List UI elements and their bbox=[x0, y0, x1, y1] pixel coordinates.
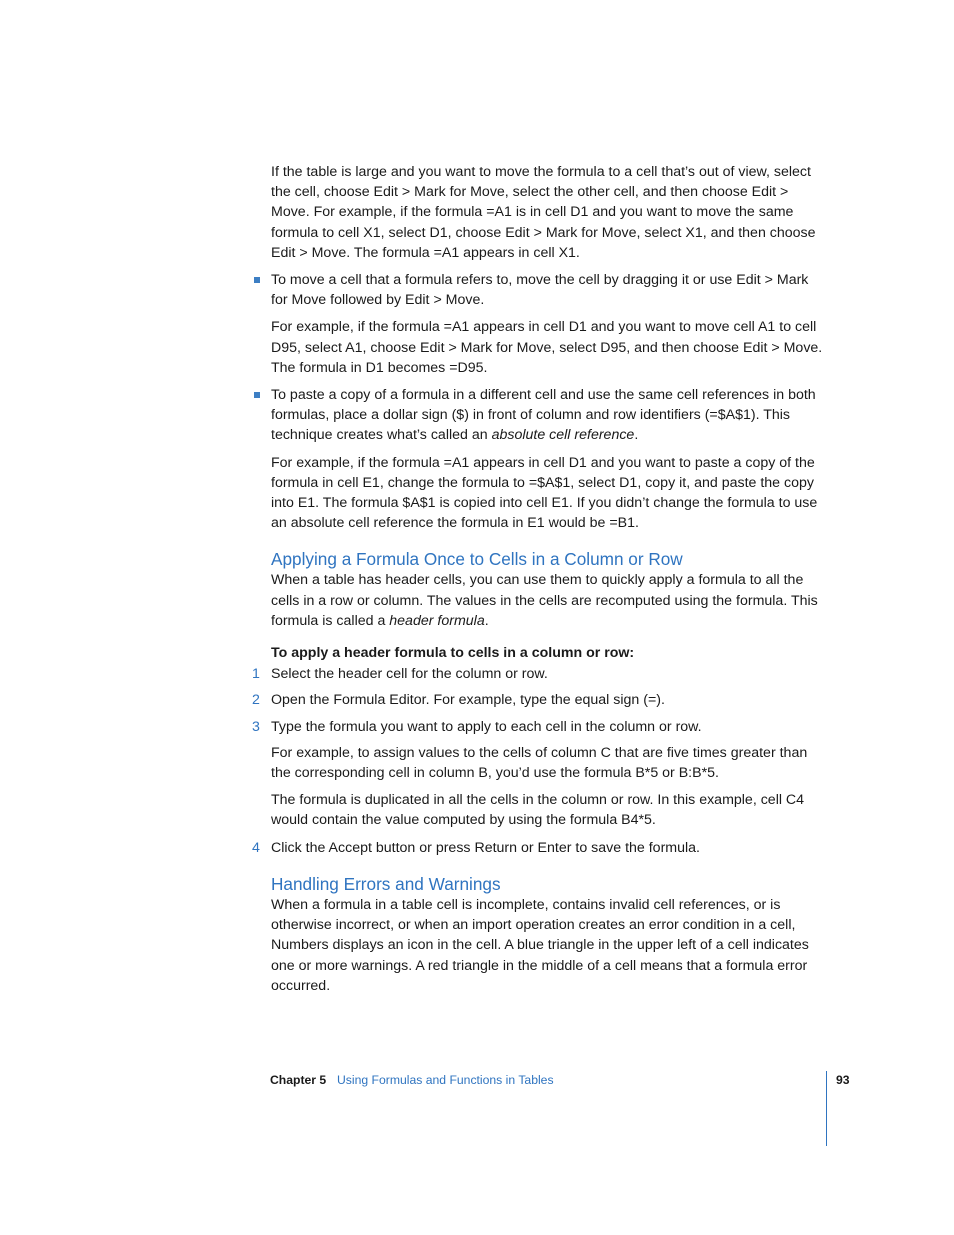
step-text: Select the header cell for the column or row. bbox=[271, 666, 548, 683]
bullet-text-part: To paste a copy of a formula in a different cell and use the same cell references in both formulas, place a dollar sign ($) in front of column and row identifiers (=$A$1). This technique creates what’s called an bbox=[271, 387, 816, 444]
section-paragraph bbox=[271, 570, 827, 631]
step-number: 3 bbox=[252, 718, 260, 735]
bullet-example: For example, if the formula =A1 appears in cell D1 and you want to paste a copy of the formula in cell E1, change the formula to =$A$1, select D1, copy it, and paste the copy into E1. The formula $A$1 is copied into cell E1. If you didn’t change the formula to use an absolute cell reference the formula in E1 would be =B1. bbox=[271, 454, 818, 532]
step-number: 1 bbox=[252, 666, 260, 683]
bullet-text: To move a cell that a formula refers to, move the cell by dragging it or use Edit > Mark for Move followed by Edit > Move. bbox=[271, 272, 809, 309]
step-item bbox=[252, 664, 827, 684]
step-item bbox=[252, 838, 827, 858]
bullet-item bbox=[271, 270, 827, 310]
bullet-square-icon bbox=[254, 392, 260, 398]
step-text: Click the Accept button or press Return or Enter to save the formula. bbox=[271, 839, 700, 856]
bullet-example: For example, if the formula =A1 appears in cell D1 and you want to move cell A1 to cell D95, select A1, choose Edit > Mark for Move, select D95, and then choose Edit > Move. The formula in D1 becomes =D95. bbox=[271, 319, 823, 376]
step-text: Type the formula you want to apply to each cell in the column or row. bbox=[271, 718, 702, 735]
page-body bbox=[252, 162, 827, 1003]
step-item bbox=[252, 690, 827, 710]
step-detail: The formula is duplicated in all the cells in the column or row. In this example, cell C4 would contain the value computed by using the formula B4*5. bbox=[271, 792, 805, 829]
page-number: 93 bbox=[836, 1073, 850, 1087]
step-number: 2 bbox=[252, 692, 260, 709]
page-footer bbox=[0, 1071, 954, 1093]
section-heading-errors-warnings: Handling Errors and Warnings bbox=[271, 873, 501, 894]
bullet-item bbox=[271, 385, 827, 446]
bullet-text bbox=[271, 385, 827, 446]
task-heading: To apply a header formula to cells in a column or row: bbox=[271, 645, 635, 662]
chapter-title: Using Formulas and Functions in Tables bbox=[337, 1073, 554, 1087]
section-heading-header-formula: Applying a Formula Once to Cells in a Column or Row bbox=[271, 549, 683, 570]
step-text: Open the Formula Editor. For example, type the equal sign (=). bbox=[271, 692, 665, 709]
bullet-text-part: . bbox=[634, 427, 639, 444]
paragraph-text-part: When a table has header cells, you can use them to quickly apply a formula to all the cells in a row or column. The values in the cells are recomputed using the formula. This formula is called a bbox=[271, 572, 818, 629]
footer-divider bbox=[826, 1071, 827, 1146]
term-absolute-cell-reference: absolute cell reference bbox=[491, 427, 635, 444]
step-detail: For example, to assign values to the cells of column C that are five times greater than the corresponding cell in column B, you’d use the formula B*5 or B:B*5. bbox=[271, 744, 808, 782]
section-paragraph: When a formula in a table cell is incomplete, contains invalid cell references, or is otherwise incorrect, or when an import operation creates an error condition in a cell, Numbers displays an icon in the cell. A blue triangle in the upper left of a cell indicates one or more warnings. A red triangle in the middle of a cell means that a formula error occurred. bbox=[271, 896, 809, 994]
bullet-square-icon bbox=[254, 277, 260, 283]
step-number: 4 bbox=[252, 839, 260, 856]
term-header-formula: header formula bbox=[389, 612, 485, 629]
step-item bbox=[252, 717, 827, 737]
chapter-label: Chapter 5 bbox=[270, 1073, 327, 1087]
paragraph-text-part: . bbox=[484, 612, 489, 629]
intro-paragraph: If the table is large and you want to move the formula to a cell that’s out of view, select the cell, choose Edit > Mark for Move, select the other cell, and then choose Edit > Move. For example, if the formula =A1 is in cell D1 and you want to move the same formula to cell X1, select D1, choose Edit > Mark for Move, select X1, and then choose Edit > Move. The formula =A1 appears in cell X1. bbox=[271, 164, 816, 261]
